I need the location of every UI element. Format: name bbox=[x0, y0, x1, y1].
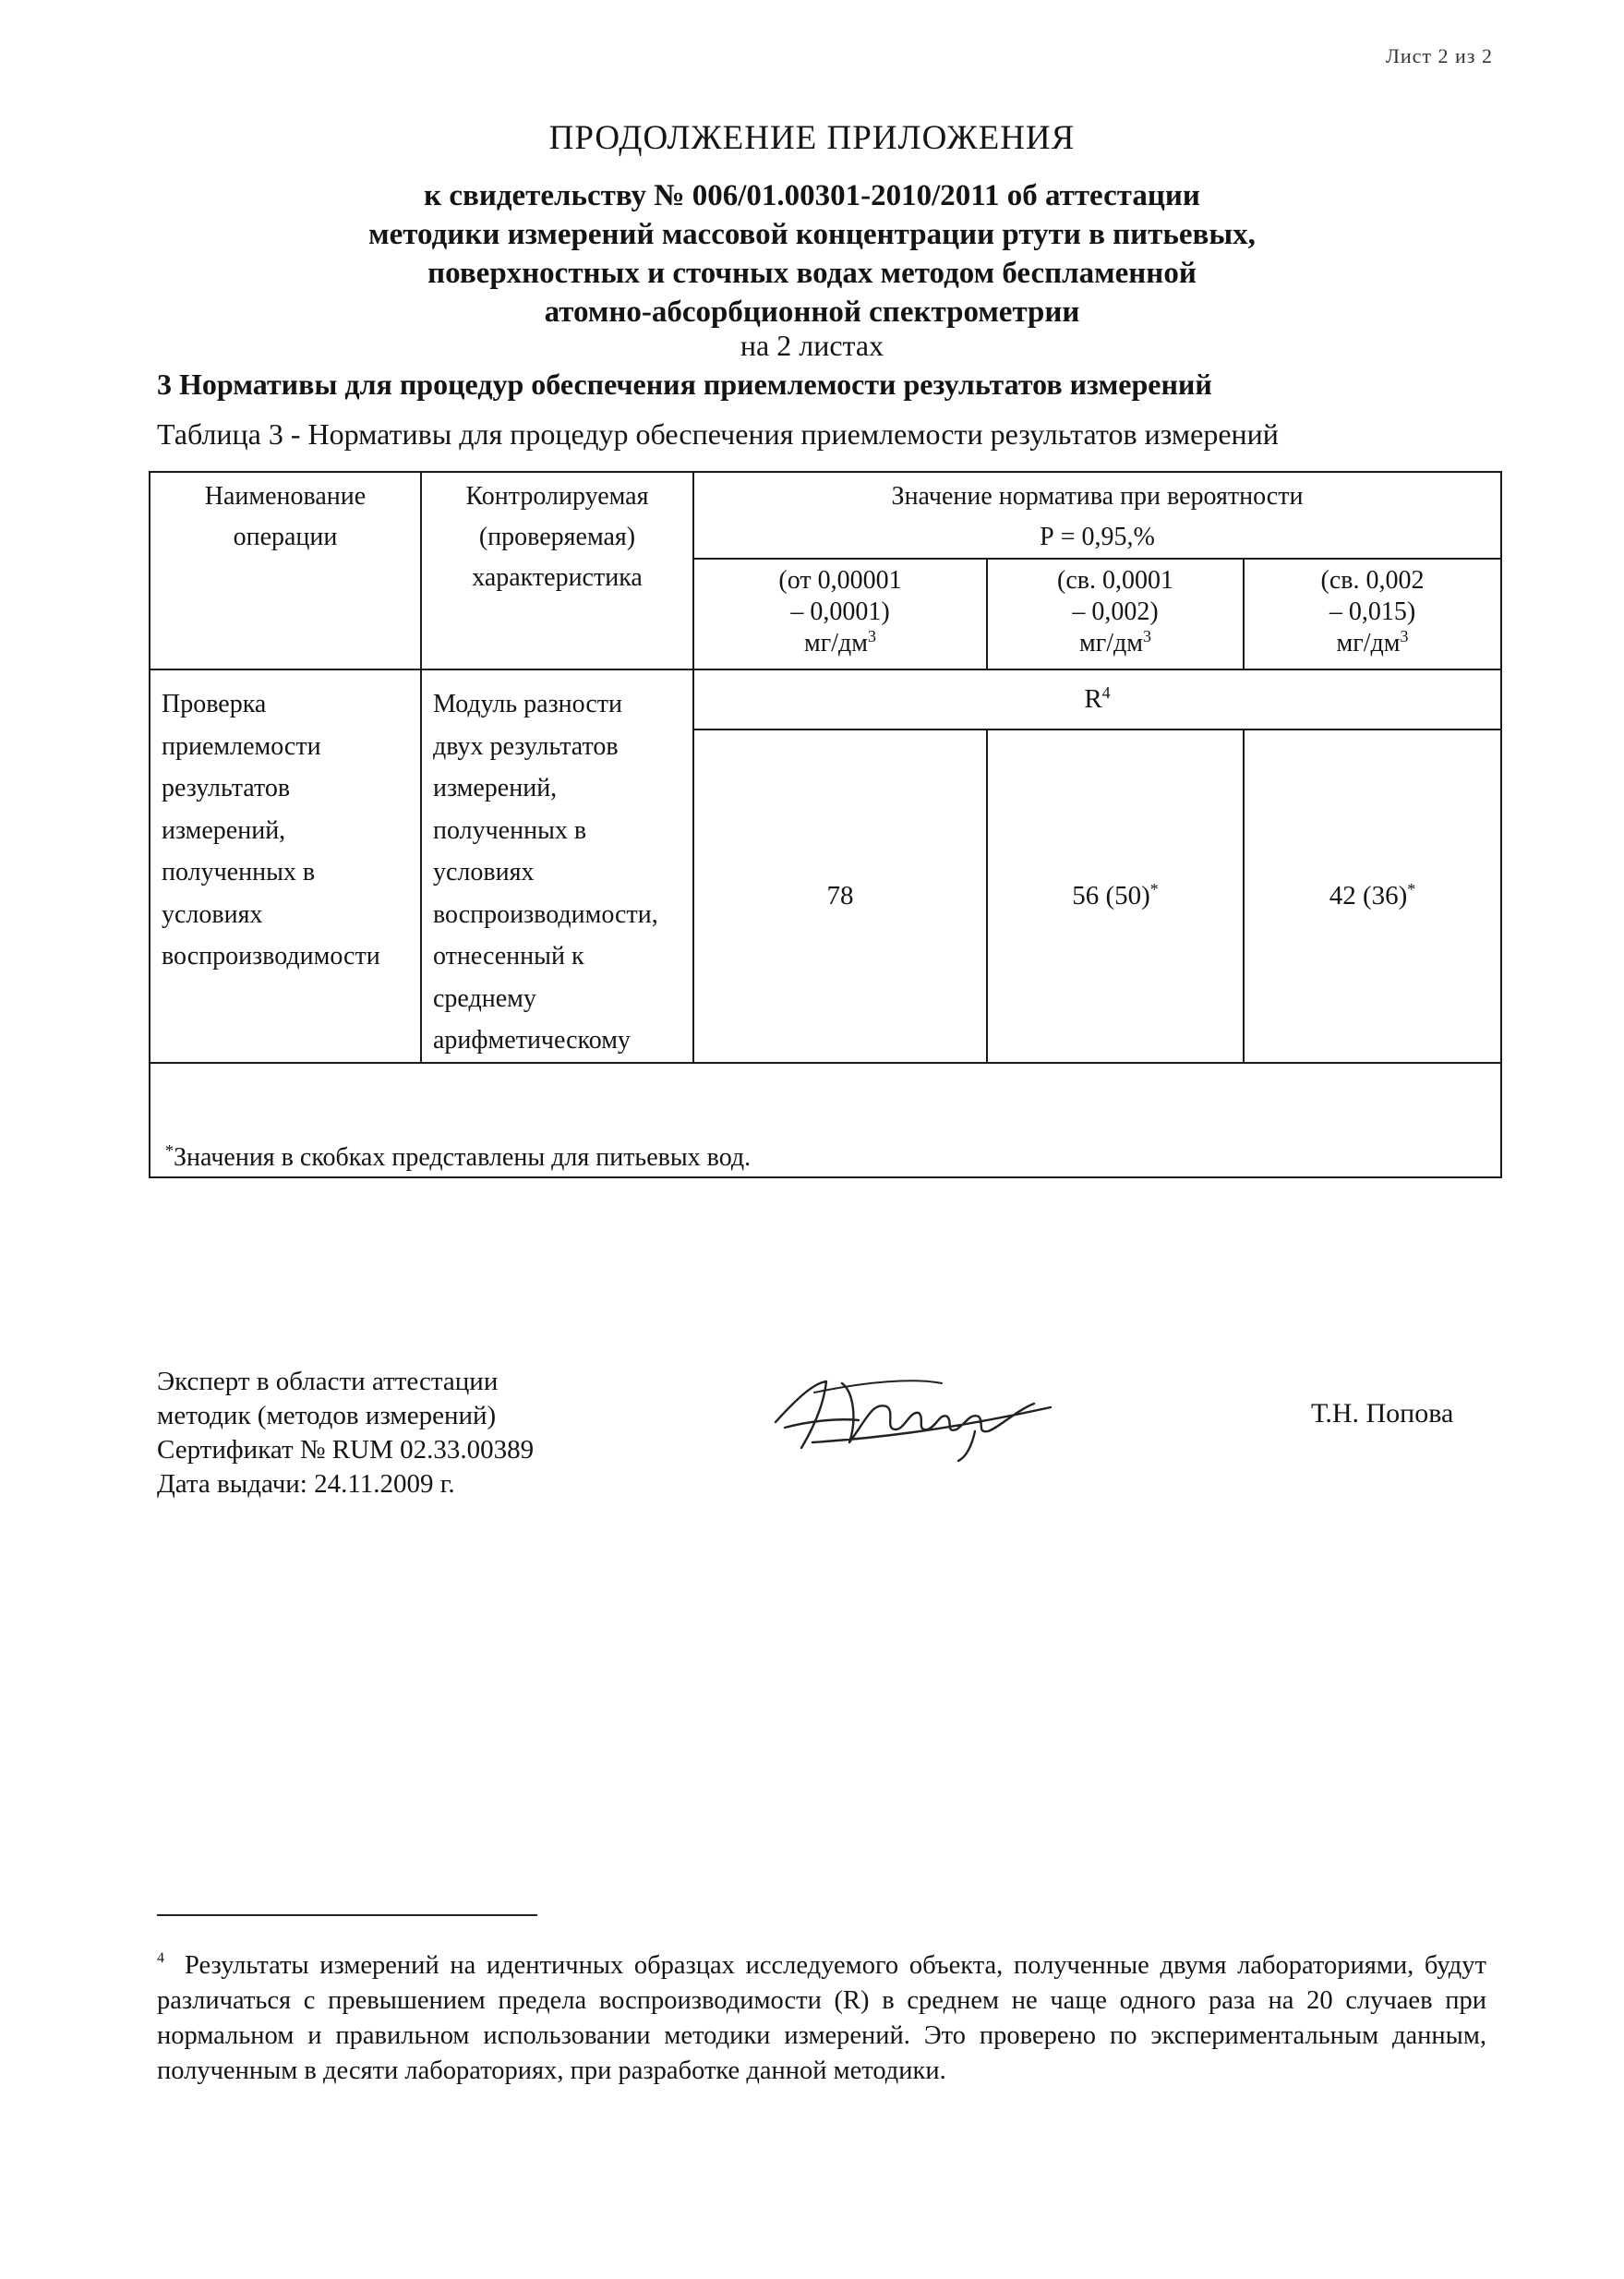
method-line-2: поверхностных и сточных водах методом беспламенной bbox=[427, 257, 1197, 290]
range-header: (от 0,00001 – 0,0001) $мг/дм^3$ bbox=[693, 559, 987, 669]
expert-line: Эксперт в области аттестации bbox=[157, 1367, 499, 1396]
range-header: (св. 0,0001 – 0,002) $мг/дм^3$ bbox=[987, 559, 1244, 669]
value-cell: 56 (50)* bbox=[987, 730, 1244, 1062]
expert-block bbox=[157, 1365, 534, 1501]
value-cell: 42 (36)* bbox=[1244, 730, 1501, 1062]
sheet-number: Лист 2 из 2 bbox=[1385, 44, 1493, 67]
certificate-number: Сертификат № RUM 02.33.00389 bbox=[157, 1435, 535, 1465]
signature bbox=[757, 1365, 1062, 1466]
expert-name: Т.Н. Попова bbox=[1311, 1398, 1454, 1429]
method-line-1: методики измерений массовой концентрации ртути в питьевых, bbox=[368, 218, 1256, 251]
characteristic-cell: Модуль разности двух результатов измерений, полученных в условиях воспроизводимости, отнесенный к среднему арифметическому bbox=[421, 669, 693, 1063]
table-footnote: *Значения в скобках представлены для питьевых вод. bbox=[150, 1063, 1501, 1177]
footnote-separator bbox=[157, 1914, 537, 1916]
header-operation: Наименование операции bbox=[150, 472, 421, 669]
certificate-line: к свидетельству № 006/01.00301-2010/2011 об аттестации bbox=[424, 179, 1200, 212]
header-norm-value: Значение норматива при вероятности Р = 0,95,% bbox=[693, 472, 1501, 559]
footnote-4: $^4$ Результаты измерений на идентичных образцах исследуемого объекта, полученные двумя лабораториями, будут различаться с превышением предела воспроизводимости (R) в среднем не чаще одного раза на 20 случаев при нормальном и правильном использовании методики измерений. Это проверено по экспериментальным данным, полученным в десяти лабораториях, при разработке данной методики. bbox=[157, 1950, 1486, 2085]
range-header: (св. 0,002 – 0,015) $мг/дм^3$ bbox=[1244, 559, 1501, 669]
sheets-count: на 2 листах bbox=[740, 329, 884, 362]
table-caption: Таблица 3 - Нормативы для процедур обеспечения приемлемости результатов измерений bbox=[157, 417, 1279, 451]
reproducibility-symbol: $R^4$ bbox=[693, 669, 1501, 730]
header-characteristic: Контролируемая (проверяемая) характеристика bbox=[421, 472, 693, 669]
value-cell: 78 bbox=[693, 730, 987, 1062]
expert-line: методик (методов измерений) bbox=[157, 1401, 497, 1430]
method-line-3: атомно-абсорбционной спектрометрии bbox=[544, 295, 1080, 329]
section-heading: 3 Нормативы для процедур обеспечения приемлемости результатов измерений bbox=[157, 368, 1212, 401]
operation-cell: Проверка приемлемости результатов измерений, полученных в условиях воспроизводимости bbox=[150, 669, 421, 1063]
appendix-title: ПРОДОЛЖЕНИЕ ПРИЛОЖЕНИЯ bbox=[548, 119, 1076, 157]
issue-date: Дата выдачи: 24.11.2009 г. bbox=[157, 1469, 455, 1499]
norms-table bbox=[149, 471, 1502, 1178]
